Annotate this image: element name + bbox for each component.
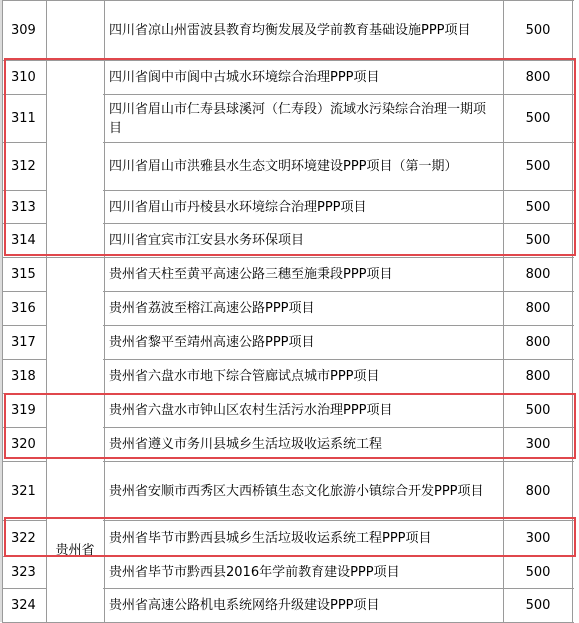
project-name-cell: 贵州省毕节市黔西县城乡生活垃圾收运系统工程PPP项目 xyxy=(109,531,432,546)
project-name-cell: 贵州省毕节市黔西县2016年学前教育建设PPP项目 xyxy=(109,565,400,580)
project-name-cell: 贵州省荔波至榕江高速公路PPP项目 xyxy=(109,301,315,316)
amount-cell: 800 xyxy=(525,483,551,499)
row-number-cell: 320 xyxy=(11,437,36,452)
project-name-cell: 贵州省六盘水市地下综合管廊试点城市PPP项目 xyxy=(109,369,380,384)
row-number-cell: 318 xyxy=(11,369,36,384)
province-cell: 贵州省 xyxy=(55,542,95,558)
project-name-cell: 四川省眉山市洪雅县水生态文明环境建设PPP项目（第一期） xyxy=(109,159,458,174)
column-divider xyxy=(572,0,573,622)
amount-cell: 800 xyxy=(525,70,551,85)
row-number-cell: 313 xyxy=(11,199,36,215)
row-number-cell: 323 xyxy=(11,565,36,580)
row-number-cell: 321 xyxy=(11,483,36,499)
amount-cell: 300 xyxy=(525,437,551,452)
amount-cell: 500 xyxy=(525,403,551,418)
merged-province-cell xyxy=(47,1,103,60)
project-name-cell: 贵州省高速公路机电系统网络升级建设PPP项目 xyxy=(109,598,380,613)
amount-cell: 800 xyxy=(525,301,551,316)
row-number-cell: 315 xyxy=(11,267,36,282)
amount-cell: 300 xyxy=(525,531,551,546)
amount-cell: 500 xyxy=(525,159,551,174)
project-name-cell: 四川省眉山市丹棱县水环境综合治理PPP项目 xyxy=(109,199,367,215)
project-name-cell: 贵州省六盘水市钟山区农村生活污水治理PPP项目 xyxy=(109,403,393,418)
project-name-cell: 贵州省安顺市西秀区大西桥镇生态文化旅游小镇综合开发PPP项目 xyxy=(109,483,484,499)
row-number-cell: 316 xyxy=(11,301,36,316)
amount-cell: 800 xyxy=(525,267,551,282)
row-number-cell: 311 xyxy=(11,111,36,126)
amount-cell: 500 xyxy=(525,598,551,613)
amount-cell: 800 xyxy=(525,335,551,350)
project-name-cell: 四川省宜宾市江安县水务环保项目 xyxy=(109,233,305,248)
row-number-cell: 310 xyxy=(11,70,36,85)
project-name-cell: 四川省阆中市阆中古城水环境综合治理PPP项目 xyxy=(109,70,380,85)
project-name-cell: 贵州省天柱至黄平高速公路三穗至施秉段PPP项目 xyxy=(109,267,393,282)
amount-cell: 500 xyxy=(525,23,551,38)
amount-cell: 500 xyxy=(525,565,551,580)
amount-cell: 500 xyxy=(525,199,551,215)
merged-province-cell xyxy=(47,61,103,256)
project-name-cell: 四川省凉山州雷波县教育均衡发展及学前教育基础设施PPP项目 xyxy=(109,23,471,38)
row-number-cell: 317 xyxy=(11,335,36,350)
amount-cell: 500 xyxy=(525,233,551,248)
row-number-cell: 322 xyxy=(11,531,36,546)
project-name-cell: 贵州省黎平至靖州高速公路PPP项目 xyxy=(109,335,315,350)
project-name-cell: 四川省眉山市仁寿县球溪河（仁寿段）流域水污染综合治理一期项目 xyxy=(109,101,487,136)
row-number-cell: 314 xyxy=(11,233,36,248)
row-number-cell: 324 xyxy=(11,598,36,613)
amount-cell: 500 xyxy=(525,111,551,126)
amount-cell: 800 xyxy=(525,369,551,384)
row-number-cell: 309 xyxy=(11,23,36,38)
project-name-cell: 贵州省遵义市务川县城乡生活垃圾收运系统工程 xyxy=(109,437,383,452)
row-number-cell: 319 xyxy=(11,403,36,418)
row-number-cell: 312 xyxy=(11,159,36,174)
